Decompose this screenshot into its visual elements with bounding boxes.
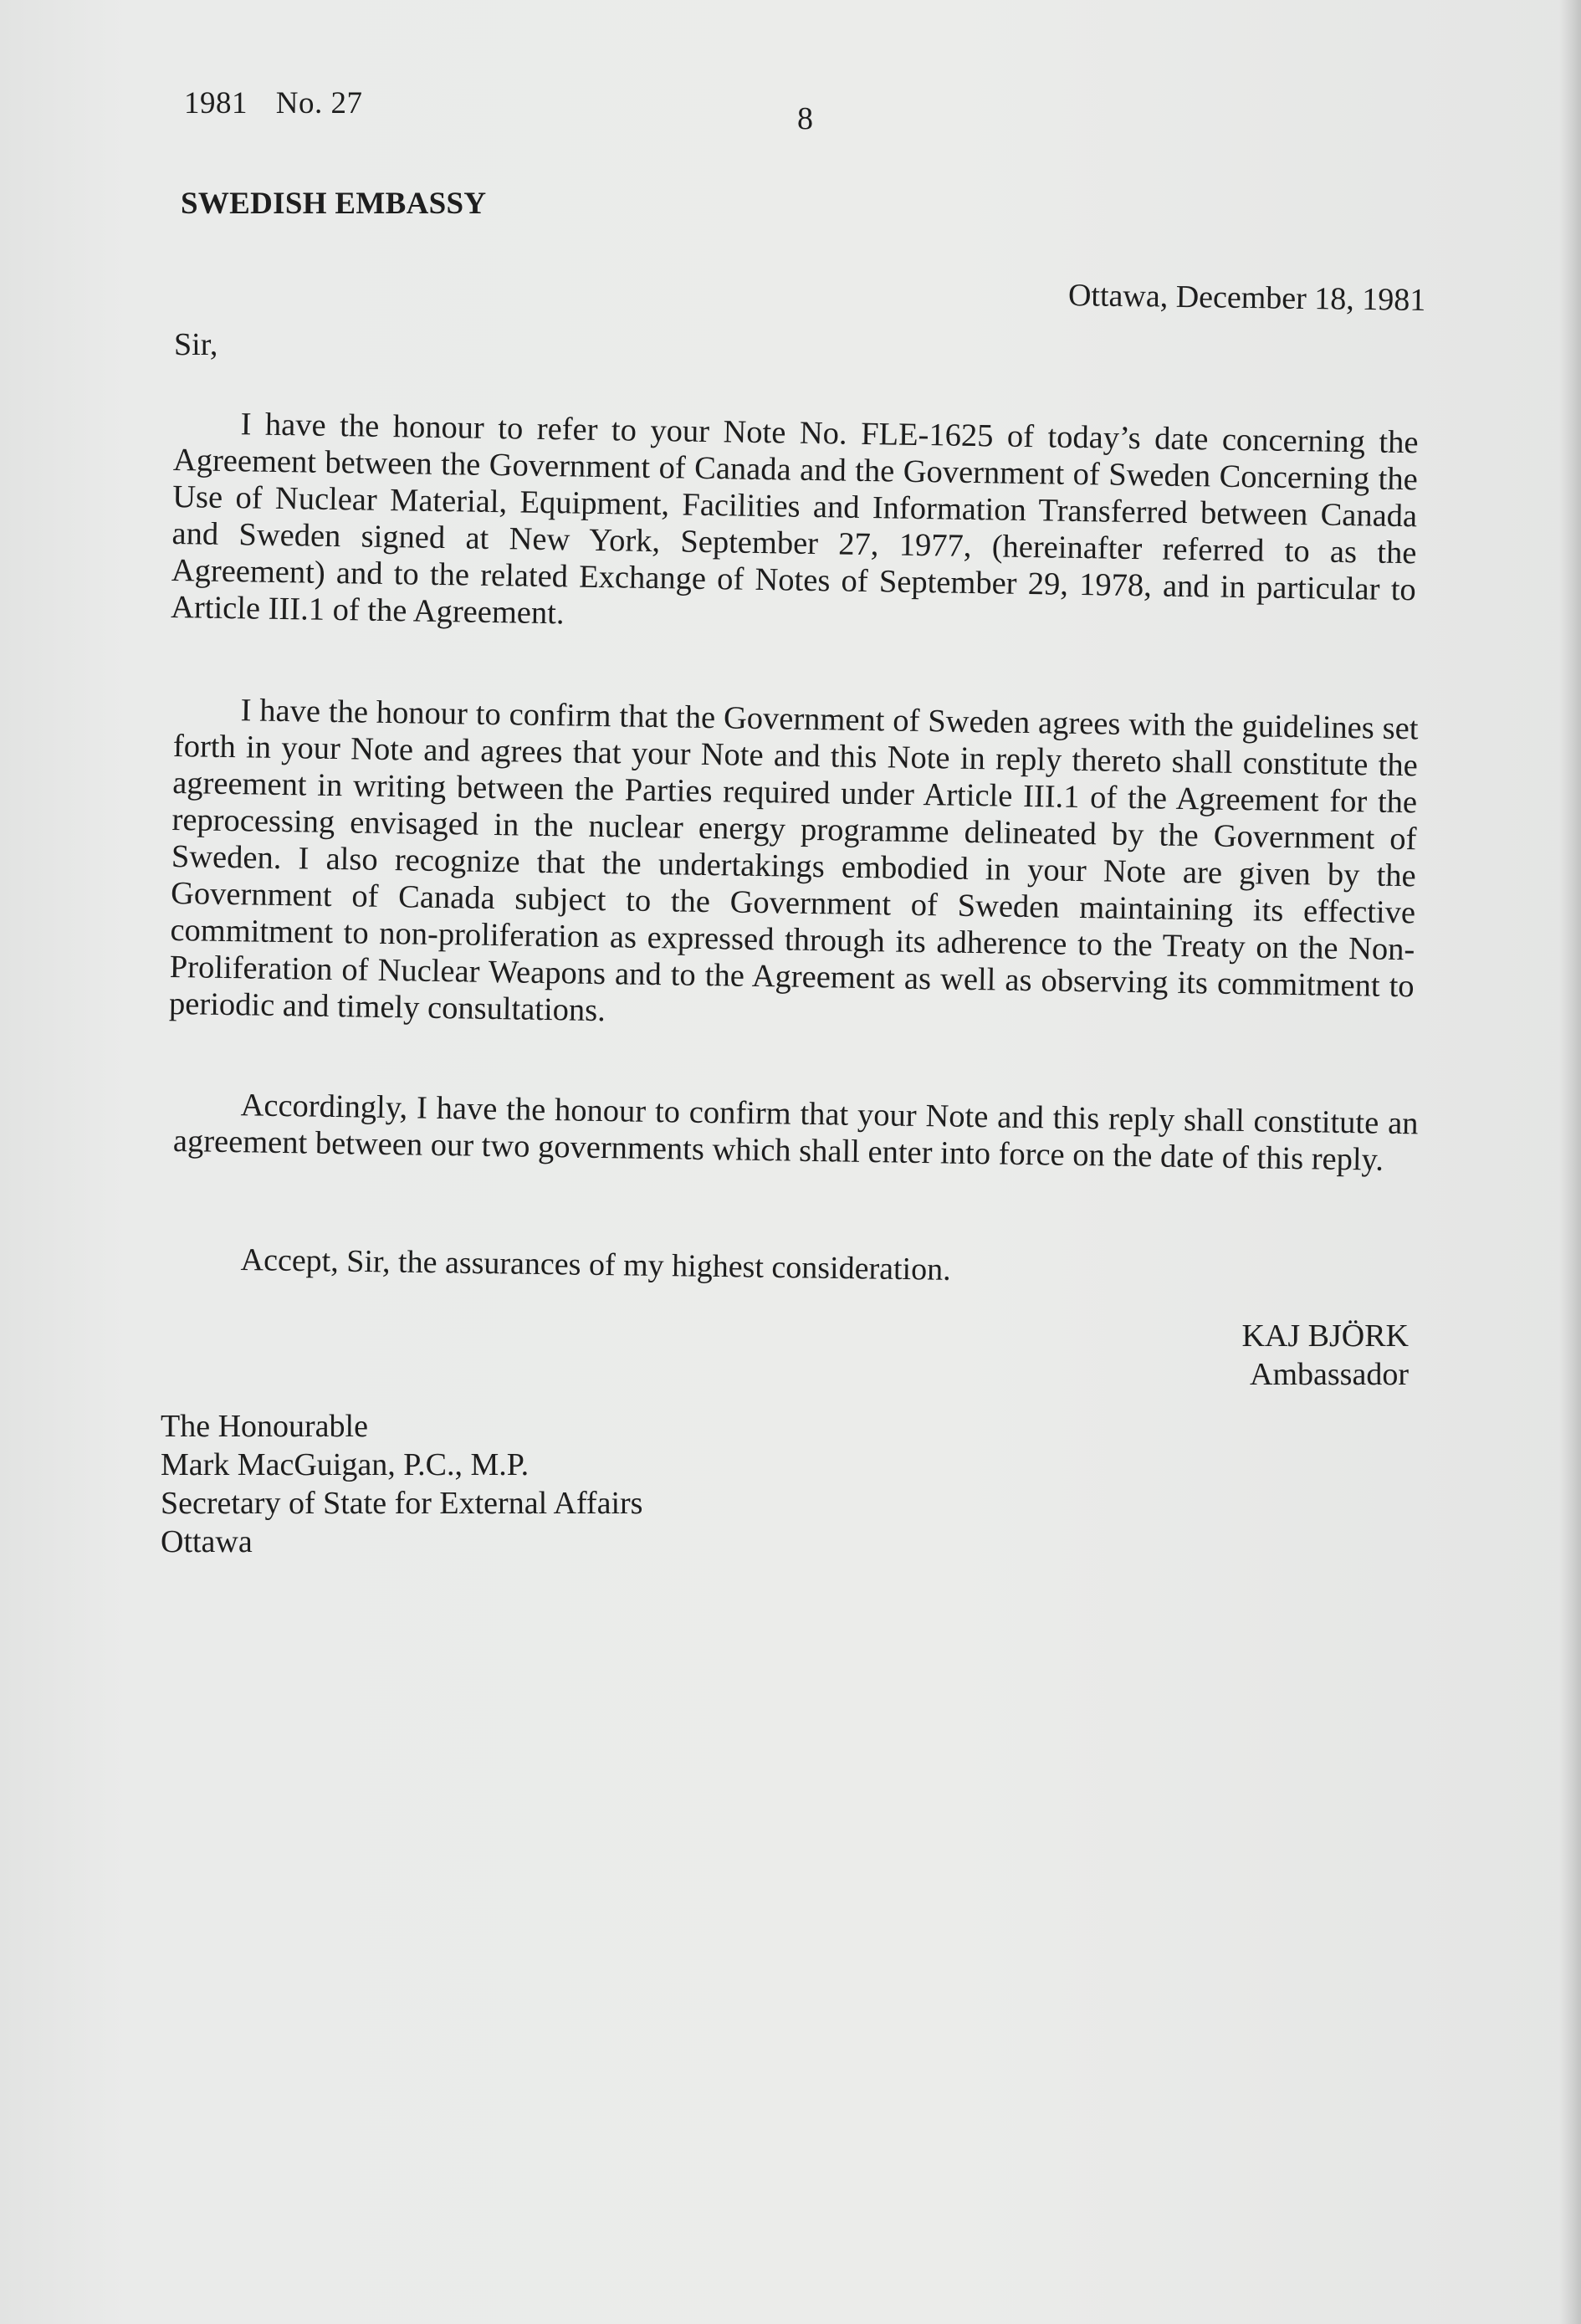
date-line: Ottawa, December 18, 1981 <box>1067 278 1426 318</box>
page-number: 8 <box>797 101 813 136</box>
header-number: No. 27 <box>275 86 363 120</box>
paragraph: I have the honour to confirm that the Government of Sweden agrees with the guidelines set forth in your Note and agrees that your Note and this Note in reply thereto shall constitute the agreement in writing between the Parties required under Article III.1 of the Agreement for the reprocessing envisaged in the nuclear energy programme delineated by the Government of Sweden. I also recognize that the undertakings embodied in your Note are given by the Government of Canada subject to the Government of Sweden maintaining its effective commitment to non-proliferation as expressed through its adherence to the Treaty on the Non-Proliferation of Nuclear Weapons and to the Agreement as well as observing its commitment to periodic and timely consultations. <box>168 693 1419 1029</box>
addressee-line: Mark MacGuigan, P.C., M.P. <box>161 1447 530 1482</box>
signature-title: Ambassador <box>1250 1357 1409 1392</box>
signature-block <box>1241 1317 1409 1394</box>
salutation: Sir, <box>174 327 218 362</box>
header-year: 1981 <box>184 86 248 120</box>
paragraph-3-block <box>173 1086 1419 1179</box>
paragraph-1-block <box>171 405 1419 645</box>
addressee-line: Secretary of State for External Affairs <box>161 1486 643 1521</box>
signature-name: KAJ BJÖRK <box>1241 1318 1409 1354</box>
document-header <box>184 85 382 121</box>
addressee-line: Ottawa <box>161 1524 253 1559</box>
page-edge-shadow <box>1559 0 1581 2324</box>
addressee-line: The Honourable <box>161 1409 368 1444</box>
closing-line: Accept, Sir, the assurances of my highest consideration. <box>240 1241 951 1287</box>
letterhead: SWEDISH EMBASSY <box>181 187 487 221</box>
addressee-block <box>161 1407 642 1561</box>
paragraph-2-block <box>169 691 1419 1042</box>
paragraph: Accordingly, I have the honour to confirm that your Note and this reply shall constitute an agreement between our two governments which shall enter into force on the date of this reply. <box>172 1088 1419 1178</box>
paragraph: I have the honour to refer to your Note No. FLE-1625 of today’s date concerning the Agreement between the Government of Canada and the Government of Sweden Concerning the Use of Nuclear Material, Equipment, Facilities and Information Transferred between Canada and Sweden signed at New York, September 27, 1977, (hereinafter referred to as the Agreement) and to the related Exchange of Notes of September 29, 1978, and in particular to Article III.1 of the Agreement. <box>170 407 1419 632</box>
